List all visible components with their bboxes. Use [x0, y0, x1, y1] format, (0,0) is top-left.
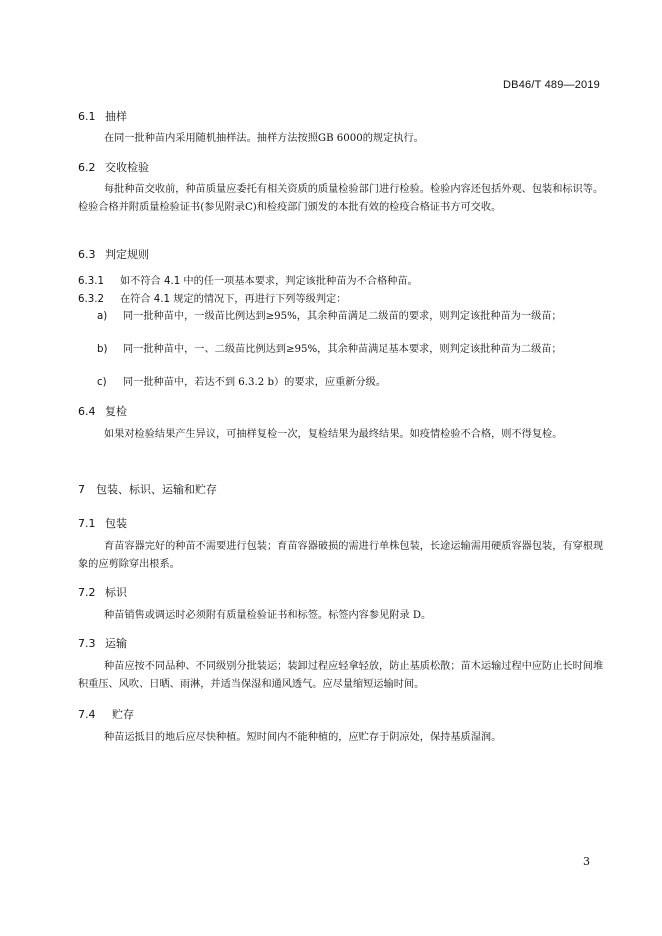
- section-title: 判定规则: [105, 248, 149, 261]
- section-number: 7.1: [78, 517, 96, 530]
- clause-6-3-2: [78, 290, 346, 305]
- list-marker: c): [97, 377, 107, 388]
- page-number: 3: [583, 855, 590, 868]
- section-title: 标识: [105, 586, 127, 599]
- document-code-header: DB46/T 489—2019: [503, 79, 600, 91]
- clause-text: 如不符合 4.1 中的任一项基本要求，判定该批种苗为不合格种苗。: [120, 276, 418, 287]
- paragraph-transport: 种苗应按不同品种、不同级别分批装运；装卸过程应轻拿轻放，防止基质松散；苗木运输过程中应防止长时间堆积重压、风吹、日晒、雨淋，并适当保湿和通风透气。应尽量缩短运输时间。: [78, 661, 604, 690]
- clause-6-3-1: [78, 272, 418, 287]
- section-number: 7.4: [78, 708, 96, 721]
- list-item-b: [97, 341, 603, 359]
- section-heading-6-1: [78, 108, 127, 124]
- section-heading-7-3: [78, 635, 127, 651]
- section-number: 6.2: [78, 161, 96, 174]
- list-marker: a): [97, 311, 108, 322]
- list-item-a: [97, 308, 603, 326]
- paragraph-re-inspection: 如果对检验结果产生异议，可抽样复检一次，复检结果为最终结果。如疫情检验不合格，则不得复检。: [104, 429, 563, 440]
- list-item-text: 同一批种苗中，一、二级苗比例达到≥95%，其余种苗满足基本要求，则判定该批种苗为二级苗；: [123, 344, 562, 355]
- clause-number: 6.3.1: [78, 276, 104, 287]
- section-number: 6.4: [78, 405, 96, 418]
- list-item-text: 同一批种苗中，一级苗比例达到≥95%，其余种苗满足二级苗的要求，则判定该批种苗为一级苗；: [123, 311, 562, 322]
- section-title: 抽样: [105, 110, 127, 123]
- section-title: 复检: [105, 405, 127, 418]
- paragraph-storage: 种苗运抵目的地后应尽快种植。短时间内不能种植的，应贮存于阴凉处，保持基质湿润。: [104, 732, 502, 743]
- chapter-heading-7: [78, 481, 217, 497]
- section-title: 交收检验: [105, 161, 149, 174]
- section-heading-6-4: [78, 403, 127, 419]
- chapter-title: 包装、标识、运输和贮存: [96, 483, 217, 496]
- section-title: 运输: [105, 637, 127, 650]
- section-number: 6.3: [78, 248, 96, 261]
- list-item-text: 同一批种苗中，若达不到 6.3.2 b）的要求，应重新分级。: [123, 377, 387, 388]
- list-item-c: [97, 374, 603, 392]
- chapter-number: 7: [78, 483, 85, 496]
- section-heading-7-4: [78, 706, 134, 722]
- section-title: 贮存: [112, 708, 134, 721]
- clause-number: 6.3.2: [78, 294, 104, 305]
- section-heading-7-1: [78, 515, 127, 531]
- section-heading-6-2: [78, 159, 149, 175]
- paragraph-packaging: 育苗容器完好的种苗不需要进行包装；育苗容器破损的需进行单株包装，长途运输需用硬质容器包装，有穿根现象的应剪除穿出根系。: [78, 541, 604, 570]
- section-title: 包装: [105, 517, 127, 530]
- list-marker: b): [97, 344, 108, 355]
- section-number: 7.2: [78, 586, 96, 599]
- section-number: 7.3: [78, 637, 96, 650]
- section-number: 6.1: [78, 110, 96, 123]
- paragraph-sampling: 在同一批种苗内采用随机抽样法。抽样方法按照GB 6000的规定执行。: [104, 133, 424, 144]
- clause-text: 在符合 4.1 规定的情况下，再进行下列等级判定：: [120, 294, 347, 305]
- section-heading-6-3: [78, 246, 149, 262]
- paragraph-labeling: 种苗销售或调运时必须附有质量检验证书和标签。标签内容参见附录 D。: [104, 610, 432, 621]
- paragraph-acceptance-inspection: 每批种苗交收前，种苗质量应委托有相关资质的质量检验部门进行检验。检验内容还包括外观、包装和标识等。检验合格并附质量检验证书(参见附录C)和检疫部门颁发的本批有效的检疫合格证书方可交收。: [78, 184, 604, 213]
- section-heading-7-2: [78, 584, 127, 600]
